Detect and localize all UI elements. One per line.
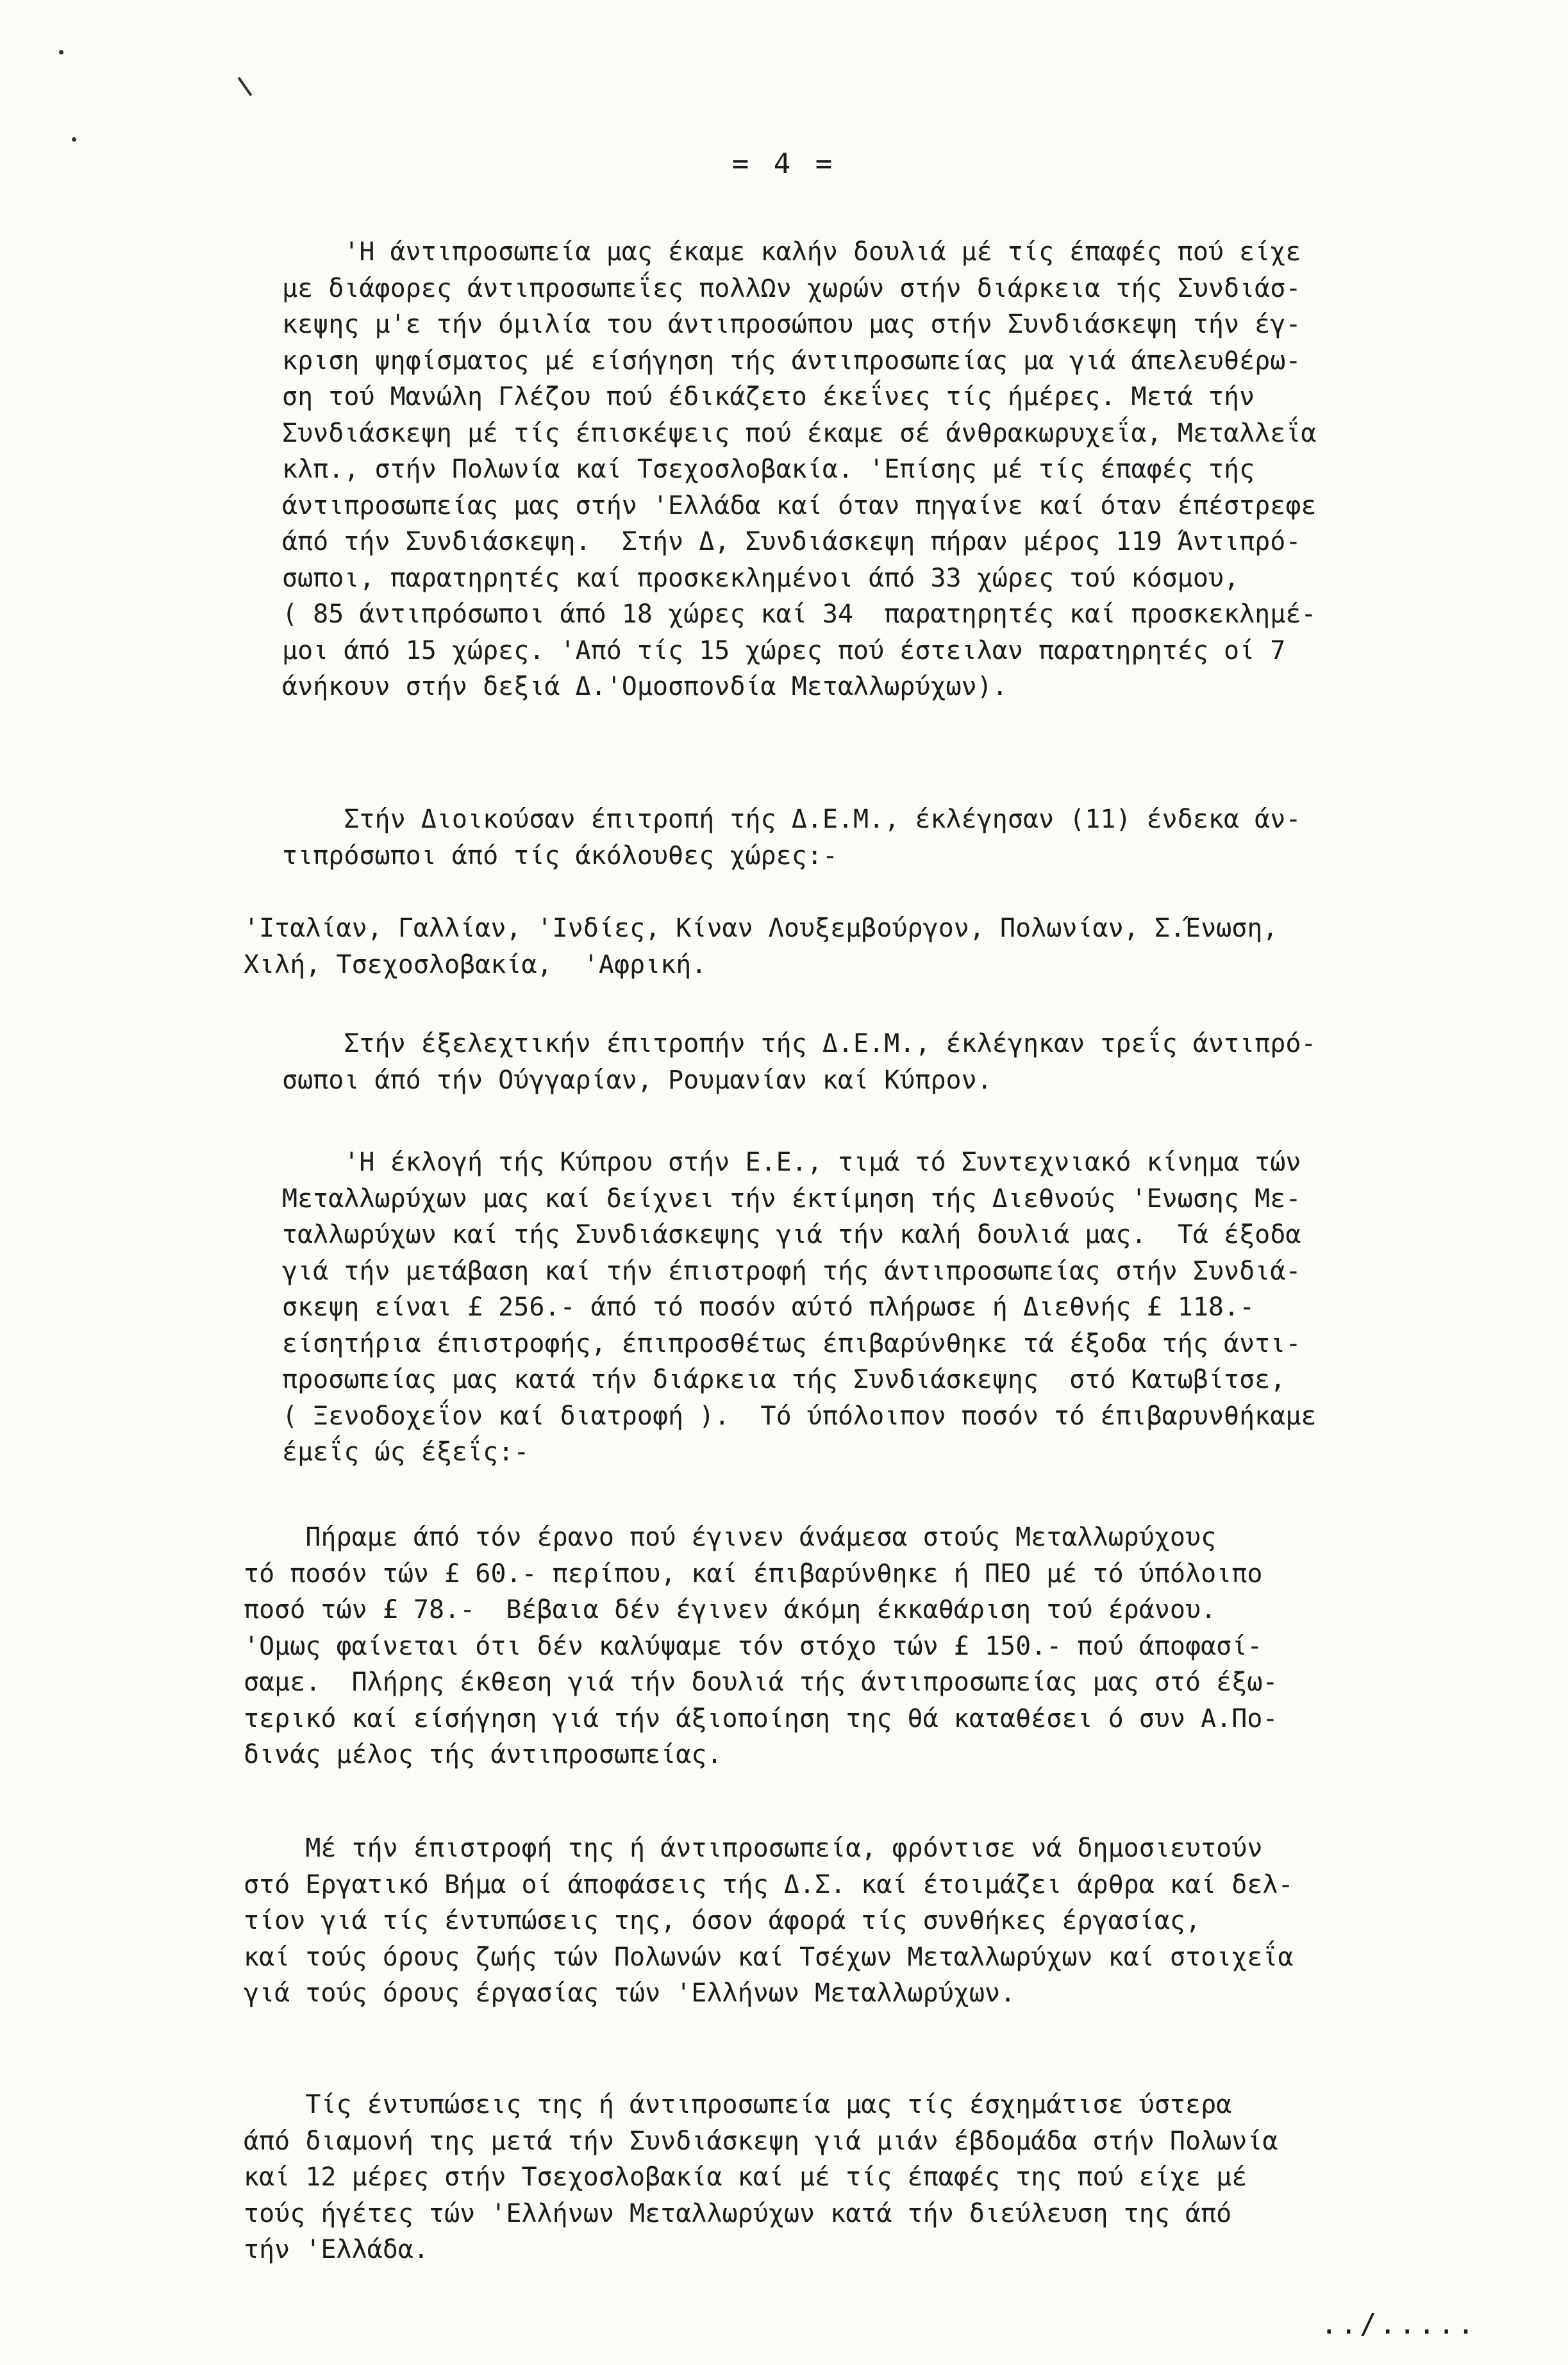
- paragraph-3: 'Ιταλίαν, Γαλλίαν, 'Ινδίες, Κίναν Λουξεμβούργον, Πολωνίαν, Σ.Ένωση, Χιλή, Τσεχοσλοβακία, 'Αφρική.: [244, 914, 1278, 980]
- paragraph-6: Πήραμε άπό τόν έρανο πού έγινεν άνάμεσα στούς Μεταλλωρύχους τό ποσόν τών £ 60.- περίπου, καί έπιβαρύνθηκε ή ΠΕΟ μέ τό ύπόλοιπο ποσό τών £ 78.- Βέβαια δέν έγινεν άκόμη έκκαθάριση τού έράνου. 'Ομως φαίνεται ότι δέν καλύψαμε τόν στόχο τών £ 150.- πού άποφασί- σαμε. Πλήρης έκθεση γιά τήν δουλιά τής άντιπροσωπείας μας στό έξω- τερικό καί είσήγηση γιά τήν άξιοποίηση της θά καταθέσει ό συν Α.Πο- δινάς μέλος τής άντιπροσωπείας.: [244, 1523, 1278, 1769]
- scan-speck: [72, 137, 76, 142]
- continuation-mark: ../.....: [1321, 2308, 1477, 2341]
- paragraph-8: Τίς έντυπώσεις της ή άντιπροσωπεία μας τίς έσχημάτισε ύστερα άπό διαμονή της μετά τήν Συνδιάσκεψη γιά μιάν έβδομάδα στήν Πολωνία καί 12 μέρες στήν Τσεχοσλοβακία καί μέ τίς έπαφές της πού είχε μέ τούς ήγέτες τών 'Ελλήνων Μεταλλωρύχων κατά τήν διεύλευση της άπό τήν 'Ελλάδα.: [244, 2090, 1278, 2264]
- paragraph-4: Στήν έξελεχτικήν έπιτροπήν τής Δ.Ε.Μ., έκλέγηκαν τρεΐς άντιπρό- σωποι άπό τήν Ούγγαρίαν, Ρουμανίαν καί Κύπρον.: [282, 1029, 1317, 1095]
- paragraph-1: 'Η άντιπροσωπεία μας έκαμε καλήν δουλιά μέ τίς έπαφές πού είχε με διάφορες άντιπροσωπεΐες πολλΩν χωρών στήν διάρκεια τής Συνδιάσ- κεψης μ'ε τήν όμιλία του άντιπροσώπου μας στήν Συνδιάσκεψη τήν έγ- κριση ψηφίσματος μέ είσήγηση τής άντιπροσωπείας μα γιά άπελευθέρω- ση τού Μανώλη Γλέζου πού έδικάζετο έκεΐνες τίς ήμέρες. Μετά τήν Συνδιάσκεψη μέ τίς έπισκέψεις πού έκαμε σέ άνθρακωρυχεΐα, Μεταλλεΐα κλπ., στήν Πολωνία καί Τσεχοσλοβακία. 'Επίσης μέ τίς έπαφές τής άντιπροσωπείας μας στήν 'Ελλάδα καί όταν πηγαίνε καί όταν έπέστρεφε άπό τήν Συνδιάσκεψη. Στήν Δ, Συνδιάσκεψη πήραν μέρος 119 Άντιπρό- σωποι, παρατηρητές καί προσκεκλημένοι άπό 33 χώρες τού κόσμου, ( 85 άντιπρόσωποι άπό 18 χώρες καί 34 παρατηρητές καί προσκεκλημέ- μοι άπό 15 χώρες. 'Από τίς 15 χώρες πού έστειλαν παρατηρητές οί 7 άνήκουν στήν δεξιά Δ.'Ομοσπονδία Μεταλλωρύχων).: [282, 237, 1317, 701]
- paragraph-7: Μέ τήν έπιστροφή της ή άντιπροσωπεία, φρόντισε νά δημοσιευτούν στό Εργατικό Βήμα οί άποφάσεις τής Δ.Σ. καί έτοιμάζει άρθρα καί δελ- τίον γιά τίς έντυπώσεις της, όσον άφορά τίς συνθήκες έργασίας, καί τούς όρους ζωής τών Πολωνών καί Τσέχων Μεταλλωρύχων καί στοιχεΐα γιά τούς όρους έργασίας τών 'Ελλήνων Μεταλλωρύχων.: [244, 1834, 1294, 2008]
- scan-speck: [59, 50, 63, 54]
- scan-mark: [238, 77, 253, 96]
- page-number: = 4 =: [731, 147, 837, 180]
- paragraph-2: Στήν Διοικούσαν έπιτροπή τής Δ.Ε.Μ., έκλέγησαν (11) ένδεκα άν- τιπρόσωποι άπό τίς άκόλουθες χώρες:-: [282, 805, 1301, 871]
- paragraph-5: 'Η έκλογή τής Κύπρου στήν Ε.Ε., τιμά τό Συντεχνιακό κίνημα τών Μεταλλωρύχων μας καί δείχνει τήν έκτίμηση τής Διεθνούς 'Ενωσης Με- ταλλωρύχων καί τής Συνδιάσκεψης γιά τήν καλή δουλιά μας. Τά έξοδα γιά τήν μετάβαση καί τήν έπιστροφή τής άντιπροσωπείας στήν Συνδιά- σκεψη είναι £ 256.- άπό τό ποσόν αύτό πλήρωσε ή Διεθνής £ 118.- είσητήρια έπιστροφής, έπιπροσθέτως έπιβαρύνθηκε τά έξοδα τής άντι- προσωπείας μας κατά τήν διάρκεια τής Συνδιάσκεψης στό Κατωβίτσε, ( Ξενοδοχεΐον καί διατροφή ). Τό ύπόλοιπον ποσόν τό έπιβαρυνθήκαμε έμεΐς ώς έξεΐς:-: [282, 1148, 1317, 1467]
